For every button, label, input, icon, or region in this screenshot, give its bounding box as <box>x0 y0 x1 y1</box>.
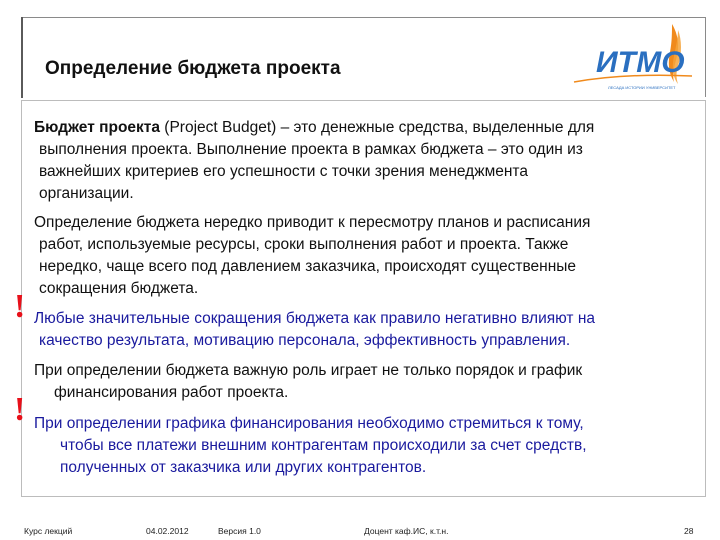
text-line: При определении бюджета важную роль играет не только порядок и график <box>34 362 583 379</box>
text-line: полученных от заказчика или других контрагентов. <box>60 459 427 476</box>
footer-author: Доцент каф.ИС, к.т.н. <box>364 526 449 536</box>
paragraph-warning-cuts <box>34 308 698 352</box>
text-line: нередко, чаще всего под давлением заказчика, происходят существенные <box>39 258 577 275</box>
text-line: сокращения бюджета. <box>39 280 199 297</box>
text-line: Определение бюджета нередко приводит к пересмотру планов и расписания <box>34 214 591 231</box>
text-line: выполнения проекта. Выполнение проекта в рамках бюджета – это один из <box>39 141 583 158</box>
text-line: чтобы все платежи внешним контрагентам происходили за счет средств, <box>60 437 587 454</box>
footer-date: 04.02.2012 <box>146 526 189 536</box>
paragraph-budget-revision <box>34 212 698 300</box>
itmo-logo <box>568 20 700 92</box>
paragraph-definition <box>34 117 698 205</box>
text-line: работ, используемые ресурсы, сроки выполнения работ и проекта. Также <box>39 236 569 253</box>
text-line: финансирования работ проекта. <box>54 384 289 401</box>
text-line: качество результата, мотивацию персонала, эффективность управления. <box>39 332 571 349</box>
logo-subtitle: ЛЕСАДА ИСТОРИИ УНИВЕРСИТЕТ <box>608 85 676 90</box>
paragraph-warning-payments <box>34 413 698 479</box>
logo-text: ИТМО <box>596 46 685 79</box>
term-bold: Бюджет проекта <box>34 119 160 136</box>
warning-exclamation-icon: ! <box>14 391 26 428</box>
footer-page-number: 28 <box>684 526 694 536</box>
paragraph-financing-order <box>34 360 698 404</box>
footer-version: Версия 1.0 <box>218 526 261 536</box>
text-line: важнейших критериев его успешности с точки зрения менеджмента <box>39 163 528 180</box>
footer-course: Курс лекций <box>24 526 73 536</box>
text-line: При определении графика финансирования необходимо стремиться к тому, <box>34 415 584 432</box>
warning-exclamation-icon: ! <box>14 288 26 325</box>
text-line-rest: (Project Budget) – это денежные средства, выделенные для <box>160 119 595 136</box>
text-line: организации. <box>39 185 134 202</box>
text-line: Любые значительные сокращения бюджета как правило негативно влияют на <box>34 310 596 327</box>
text-line <box>34 117 698 139</box>
slide-title: Определение бюджета проекта <box>45 58 341 79</box>
